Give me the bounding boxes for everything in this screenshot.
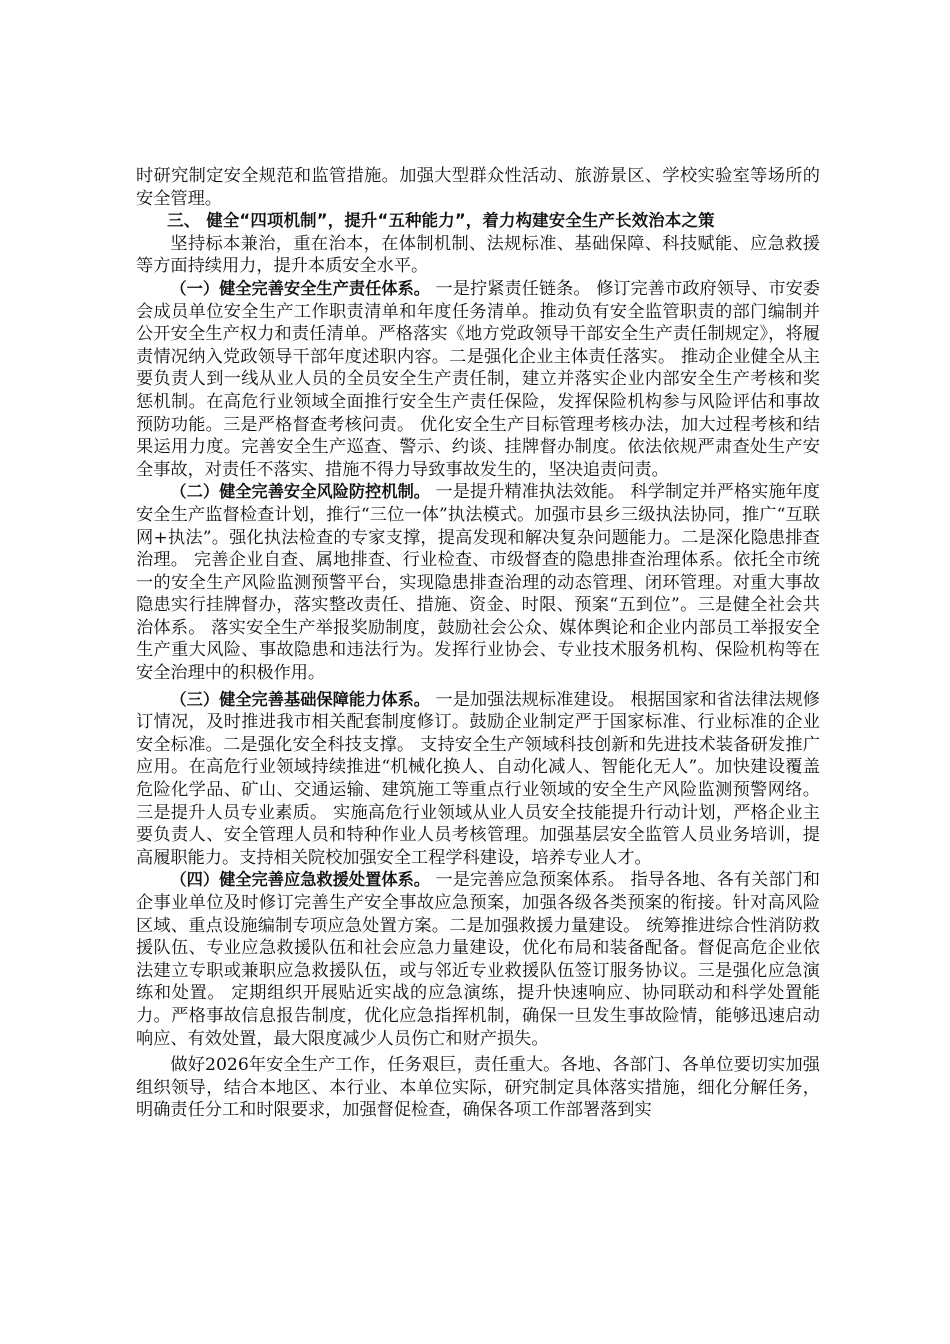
subsection-2-body: 一是提升精准执法效能。 科学制定并严格实施年度安全生产监督检查计划，推行“三位一体”执法模式。加强市县乡三级执法协同，推广“互联网+执法”。强化执法检查的专家支撑，提高发现和解决复杂问题能力。二是深化隐患排查治理。 完善企业自查、属地排查、行业检查、市级督查的隐患排查治理体系。依托全市统一的安全生产风险监测预警平台，实现隐患排查治理的动态管理、闭环管理。对重大事故隐患实行挂牌督办，落实整改责任、措施、资金、时限、预案“五到位”。三是健全社会共治体系。 落实安全生产举报奖励制度，鼓励社会公众、媒体舆论和企业内部员工举报安全生产重大风险、事故隐患和违法行为。发挥行业协会、专业技术服务机构、保险机构等在安全治理中的积极作用。: [136, 482, 820, 684]
subsection-4-body: 一是完善应急预案体系。 指导各地、各有关部门和企事业单位及时修订完善生产安全事故应急预案，加强各级各类预案的衔接。针对高风险区域、重点设施编制专项应急处置方案。二是加强救援力量建设。 统筹推进综合性消防救援队伍、专业应急救援队伍和社会应急力量建设，优化布局和装备配备。督促高危企业依法建立专职或兼职应急救援队伍，或与邻近专业救援队伍签订服务协议。三是强化应急演练和处置。 定期组织开展贴近实战的应急演练，提升快速响应、协同联动和科学处置能力。严格事故信息报告制度，优化应急指挥机制，确保一旦发生事故险情，能够迅速启动响应、有效处置，最大限度减少人员伤亡和财产损失。: [136, 870, 820, 1049]
subsection-4-heading: （四）健全完善应急救援处置体系。: [170, 870, 431, 890]
subsection-2-heading: （二）健全完善安全风险防控机制。: [170, 482, 431, 502]
subsection-2-paragraph: [136, 481, 820, 684]
closing-paragraph: 做好2026年安全生产工作，任务艰巨，责任重大。各地、各部门、各单位要切实加强组织领导，结合本地区、本行业、本单位实际，研究制定具体落实措施，细化分解任务，明确责任分工和时限要求，加强督促检查，确保各项工作部署落到实: [136, 1055, 820, 1121]
subsection-1-body: 一是拧紧责任链条。 修订完善市政府领导、市安委会成员单位安全生产工作职责清单和年度任务清单。推动负有安全监管职责的部门编制并公开安全生产权力和责任清单。严格落实《地方党政领导干部安全生产责任制规定》，将履责情况纳入党政领导干部年度述职内容。二是强化企业主体责任落实。 推动企业健全从主要负责人到一线从业人员的全员安全生产责任制，建立并落实企业内部安全生产考核和奖惩机制。在高危行业领域全面推行安全生产责任保险，发挥保险机构参与风险评估和事故预防功能。三是严格督查考核问责。 优化安全生产目标管理考核办法，加大过程考核和结果运用力度。完善安全生产巡查、警示、约谈、挂牌督办制度。依法依规严肃查处生产安全事故，对责任不落实、措施不得力导致事故发生的，坚决追责问责。: [136, 278, 820, 480]
subsection-1-heading: （一）健全完善安全生产责任体系。: [170, 278, 431, 298]
subsection-3-paragraph: [136, 689, 820, 870]
subsection-3-body: 一是加强法规标准建设。 根据国家和省法律法规修订情况，及时推进我市相关配套制度修订。鼓励企业制定严于国家标准、行业标准的企业安全标准。二是强化安全科技支撑。 支持安全生产领域科技创新和先进技术装备研发推广应用。在高危行业领域持续推进“机械化换人、自动化减人、智能化无人”。加快建设覆盖危险化学品、矿山、交通运输、建筑施工等重点行业领域的安全生产风险监测预警网络。三是提升人员专业素质。 实施高危行业领域从业人员安全技能提升行动计划，严格企业主要负责人、安全管理人员和特种作业人员考核管理。加强基层安全监管人员业务培训，提高履职能力。支持相关院校加强安全工程学科建设，培养专业人才。: [136, 689, 820, 868]
subsection-4-paragraph: [136, 869, 820, 1050]
document-body: [136, 165, 820, 1122]
subsection-1-paragraph: [136, 278, 820, 481]
section-three-heading: 三、 健全“四项机制”，提升“五种能力”，着力构建安全生产长效治本之策: [167, 211, 715, 231]
intro-continuation-paragraph: 时研究制定安全规范和监管措施。加强大型群众性活动、旅游景区、学校实验室等场所的安全管理。: [136, 166, 820, 209]
section-three-lead-paragraph: 坚持标本兼治，重在治本，在体制机制、法规标准、基础保障、科技赋能、应急救援等方面持续用力，提升本质安全水平。: [136, 233, 820, 277]
subsection-3-heading: （三）健全完善基础保障能力体系。: [170, 689, 431, 709]
